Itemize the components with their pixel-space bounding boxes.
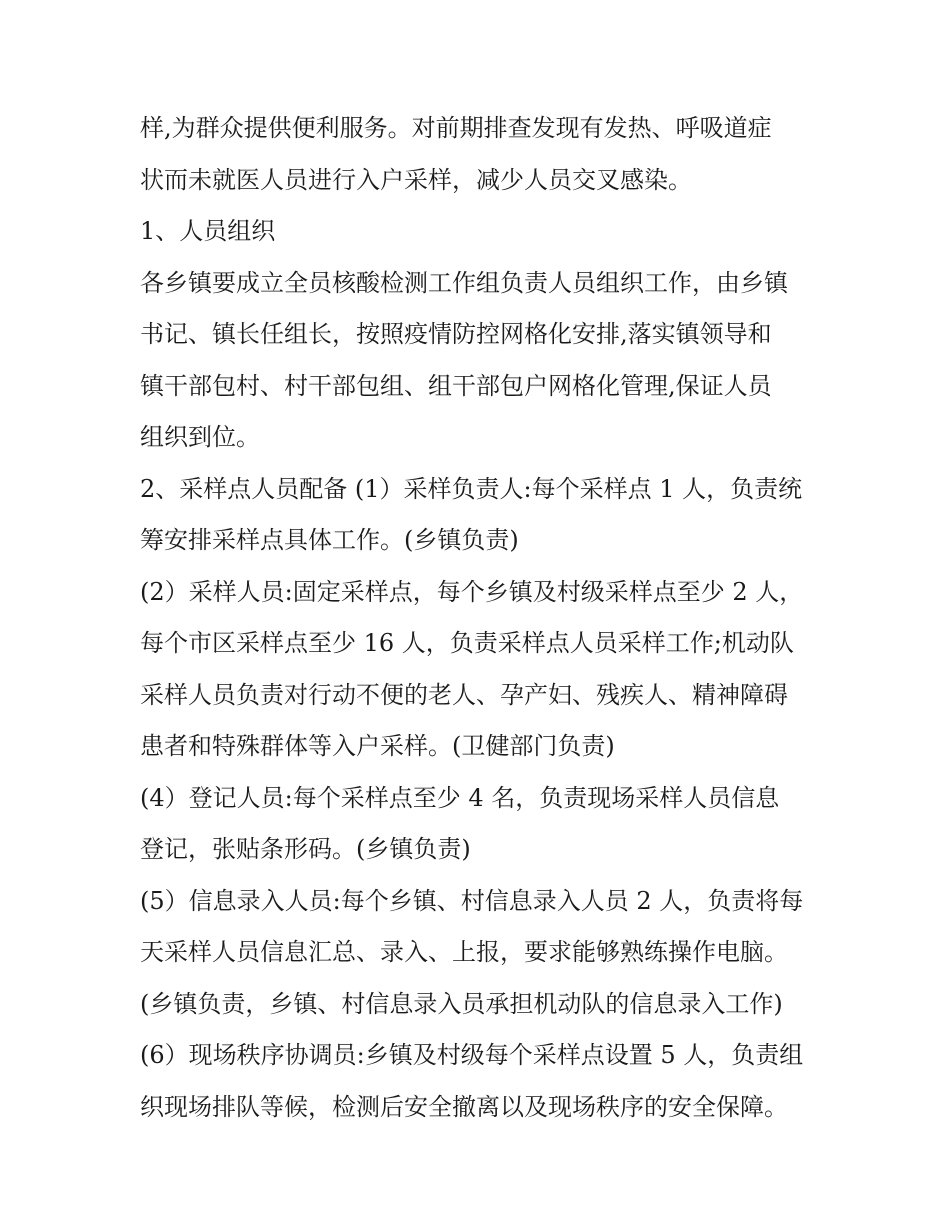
text-line: 筹安排采样点具体工作。(乡镇负责) [140, 526, 519, 554]
text-line: (6）现场秩序协调员:乡镇及村级每个采样点设置 5 人，负责组 [140, 1041, 804, 1069]
text-line: 组织到位。 [140, 423, 260, 451]
text-line: 镇干部包村、村干部包组、组干部包户网格化管理,保证人员 [140, 371, 772, 400]
section-heading: 2、采样点人员配备 (1）采样负责人:每个采样点 1 人，负责统 [140, 474, 803, 503]
text-line: 每个市区采样点至少 16 人，负责采样点人员采样工作;机动队 [140, 629, 794, 657]
text-line: 患者和特殊群体等入户采样。(卫健部门负责) [140, 732, 615, 760]
text-line: 书记、镇长任组长，按照疫情防控网格化安排,落实镇领导和 [140, 320, 772, 348]
text-line: 天采样人员信息汇总、录入、上报，要求能够熟练操作电脑。 [140, 938, 788, 966]
text-line: (乡镇负责，乡镇、村信息录入员承担机动队的信息录入工作) [140, 989, 783, 1018]
text-line: 各乡镇要成立全员核酸检测工作组负责人员组织工作，由乡镇 [140, 268, 788, 297]
text-line: (2）采样人员:固定采样点，每个乡镇及村级采样点至少 2 人， [140, 577, 804, 606]
text-line: 状而未就医人员进行入户采样，减少人员交叉感染。 [140, 165, 692, 194]
text-line: 织现场排队等候，检测后安全撤离以及现场秩序的安全保障。 [140, 1092, 788, 1121]
text-line: (5）信息录入人员:每个乡镇、村信息录入人员 2 人，负责将每 [140, 886, 804, 915]
text-line: 登记，张贴条形码。(乡镇负责) [140, 835, 471, 863]
text-line: 采样人员负责对行动不便的老人、孕产妇、残疾人、精神障碍 [140, 680, 788, 709]
document-body [140, 103, 830, 1133]
text-line: 样,为群众提供便利服务。对前期排查发现有发热、呼吸道症 [140, 114, 772, 142]
text-line: (4）登记人员:每个采样点至少 4 名，负责现场采样人员信息 [140, 783, 780, 812]
section-heading: 1、人员组织 [140, 217, 276, 245]
